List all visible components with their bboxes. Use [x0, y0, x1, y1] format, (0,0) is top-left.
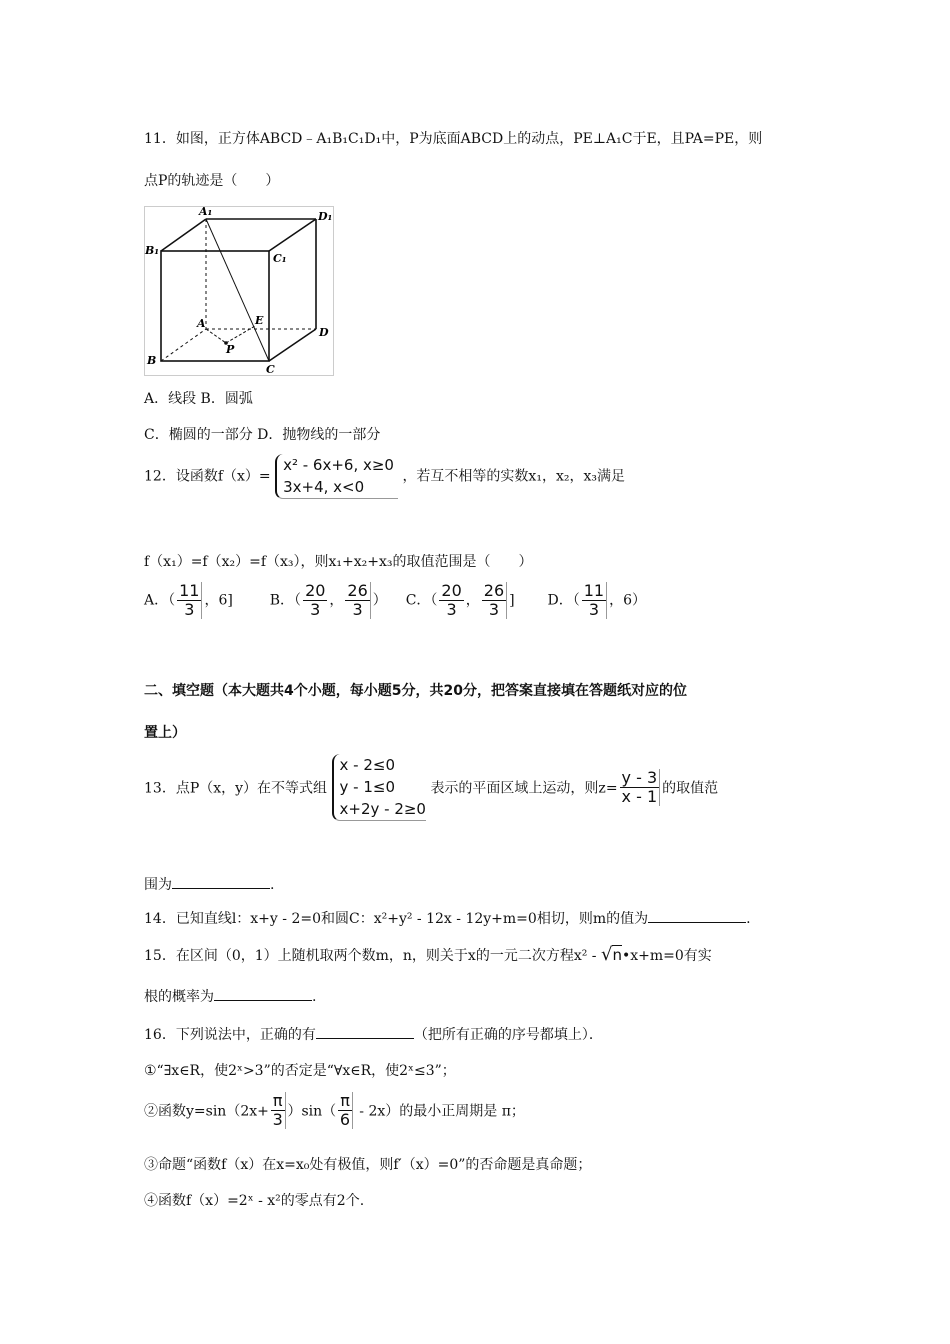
q13-line2-suffix: . — [270, 877, 275, 893]
q12-prefix: 12．设函数f（x）= — [144, 468, 271, 485]
q13-line1 — [144, 754, 718, 821]
q13-mid: 表示的平面区域上运动，则z= — [430, 780, 618, 797]
label-e: E — [255, 314, 264, 327]
q14-line — [144, 908, 751, 928]
q12-opt-a-frac — [177, 582, 202, 619]
q12-opt-b-tail: ） — [372, 592, 387, 609]
q15-line2 — [144, 986, 316, 1006]
frac-num: 20 — [441, 581, 462, 600]
q16-s2-prefix: ②函数y=sin（2x+ — [144, 1103, 269, 1120]
q16-statement-1: ①“∃x∈R，使2ˣ>3”的否定是“∀x∈R，使2ˣ≤3”； — [144, 1063, 456, 1079]
q14-answer-blank[interactable] — [648, 908, 746, 923]
q11-options-cd: C．椭圆的一部分 D．抛物线的一部分 — [144, 427, 381, 443]
section2-heading-line2: 置上） — [144, 725, 186, 741]
q15-answer-blank[interactable] — [214, 986, 312, 1001]
cube-figure — [144, 206, 334, 376]
q12-suffix: ，若互不相等的实数x₁，x₂，x₃满足 — [402, 468, 625, 485]
q12-opt-d-label: D．（ — [547, 592, 580, 609]
q11-options-ab: A．线段 B．圆弧 — [144, 391, 253, 407]
section2-heading-line1: 二、填空题（本大题共4个小题，每小题5分，共20分，把答案直接填在答题纸对应的位 — [144, 683, 687, 699]
q13-ineq2: y - 1≤0 — [339, 778, 395, 796]
q16-s2-frac1 — [271, 1092, 286, 1129]
q16-statement-3: ③命题“函数f（x）在x=x₀处有极值，则f′（x）=0”的否命题是真命题； — [144, 1157, 592, 1173]
q16-prefix: 16．下列说法中，正确的有 — [144, 1027, 316, 1043]
q15-line2-suffix: . — [312, 989, 317, 1005]
q13-prefix: 13．点P（x，y）在不等式组 — [144, 780, 328, 797]
q12-opt-d-frac — [582, 582, 607, 619]
frac-den: 6 — [339, 1110, 351, 1129]
frac-den: 3 — [352, 600, 363, 619]
label-c: C — [266, 363, 275, 376]
frac-num: 11 — [583, 581, 605, 600]
label-d1: D₁ — [318, 210, 333, 223]
q12-options: A．（ $\frac{11}{3}$ ，6] B．（ $\frac{20}{3}$ ， $\frac{26}{3}$ ） C．（ $\frac{20}{3}$ ， $\frac{26}{3}$ ] D．（ $\frac{11}{3}$ ，6） — [144, 581, 647, 619]
frac-num: 11 — [179, 581, 200, 600]
frac-den: 3 — [272, 1110, 283, 1129]
label-c1: C₁ — [273, 252, 287, 265]
q12-line2: f（x₁）=f（x₂）=f（x₃），则x₁+x₂+x₃的取值范围是（ ） — [144, 554, 533, 570]
frac-num: 26 — [483, 581, 505, 600]
q13-answer-blank[interactable] — [172, 874, 270, 889]
q16-s2-frac2 — [338, 1092, 353, 1129]
frac-den: 3 — [488, 600, 500, 619]
q12-opt-b-frac2 — [345, 582, 370, 619]
label-b1: B₁ — [145, 244, 160, 257]
frac-num: π — [272, 1091, 283, 1110]
q12-opt-c-tail: ] — [509, 592, 515, 609]
q13-line2-prefix: 围为 — [144, 877, 172, 893]
q16-statement-2 — [144, 1092, 525, 1129]
q12-piecewise — [275, 454, 398, 499]
q13-inequality-system — [332, 754, 426, 821]
q16-s2-mid: ）sin（ — [287, 1103, 337, 1120]
q13-ineq3: x+2y - 2≥0 — [339, 800, 426, 818]
q16-answer-blank[interactable] — [316, 1024, 414, 1039]
label-p: P — [226, 343, 235, 356]
q16-statement-4: ④函数f（x）=2ˣ - x²的零点有2个. — [144, 1193, 365, 1209]
q11-line1: 11．如图，正方体ABCD﹣A₁B₁C₁D₁中，P为底面ABCD上的动点，PE⊥A₁C于E，且PA=PE，则 — [144, 131, 763, 147]
q14-text: 14．已知直线l：x+y - 2=0和圆C：x²+y² - 12x - 12y+m=0相切，则m的值为 — [144, 911, 649, 927]
q16-line1 — [144, 1024, 603, 1044]
q15-line2-prefix: 根的概率为 — [144, 989, 214, 1005]
q12-case2: 3x+4, x<0 — [283, 478, 365, 496]
q16-s2-suffix: - 2x）的最小正周期是 π； — [354, 1103, 525, 1120]
q13-z-fraction — [620, 769, 661, 806]
q13-line2 — [144, 874, 274, 894]
q16-suffix: （把所有正确的序号都填上）． — [413, 1027, 603, 1043]
q15-prefix: 15．在区间（0，1）上随机取两个数m，n，则关于x的一元二次方程x² - — [144, 948, 597, 964]
q12-opt-a-tail: ，6] — [204, 592, 233, 609]
frac-den: 3 — [446, 600, 457, 619]
q15-line1 — [144, 944, 712, 965]
q13-suffix: 的取值范 — [662, 780, 719, 797]
q12-opt-b-label: B．（ — [269, 592, 302, 609]
frac-den: 3 — [588, 600, 599, 619]
q14-suffix: . — [746, 911, 751, 927]
frac-den: x - 1 — [621, 787, 658, 806]
q12-opt-d-tail: ，6） — [609, 592, 647, 609]
frac-num: 26 — [347, 581, 368, 600]
q15-suffix: •x+m=0有实 — [621, 948, 712, 964]
q12-case1: x² - 6x+6, x≥0 — [283, 456, 394, 474]
q15-sqrt-arg: n — [612, 946, 622, 964]
q11-line2: 点P的轨迹是（ ） — [144, 173, 280, 189]
q13-ineq1: x - 2≤0 — [339, 756, 395, 774]
label-d: D — [319, 326, 329, 339]
frac-den: 3 — [310, 600, 321, 619]
frac-num: π — [340, 1091, 350, 1110]
sqrt-icon: √ — [600, 944, 613, 965]
q12-opt-c-label: C．（ — [405, 592, 438, 609]
frac-num: y - 3 — [621, 768, 658, 787]
frac-num: 20 — [305, 581, 326, 600]
label-a: A — [197, 317, 206, 330]
q12-opt-c-frac1 — [439, 582, 463, 619]
label-a1: A₁ — [199, 206, 213, 218]
q12-line1 — [144, 454, 625, 499]
label-b: B — [147, 354, 157, 367]
q12-opt-c-frac2 — [482, 582, 507, 619]
frac-den: 3 — [184, 600, 195, 619]
q12-opt-a-label: A．（ — [144, 592, 176, 609]
q12-opt-b-frac1 — [303, 582, 327, 619]
